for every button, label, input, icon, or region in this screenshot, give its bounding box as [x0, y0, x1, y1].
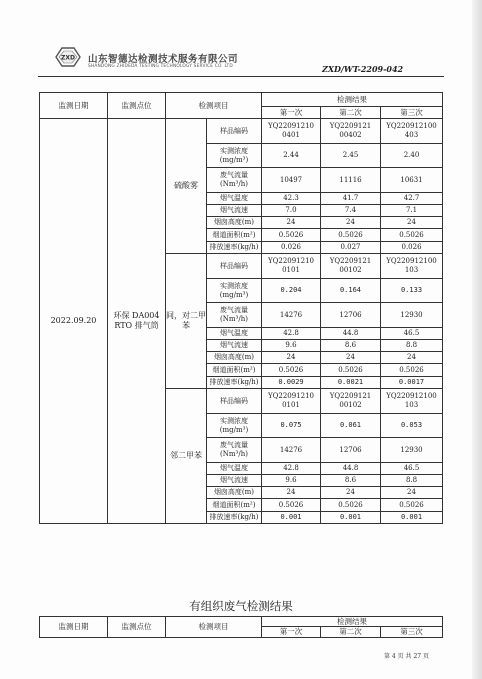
result-value: 2.44 — [262, 144, 321, 168]
result-value: 0.5026 — [321, 229, 381, 242]
result-value: 0.5026 — [381, 364, 443, 377]
result-value: 0.5026 — [321, 364, 381, 377]
result-value: YQ220912100 403 — [381, 119, 443, 144]
document-code: ZXD/WT-2209-042 — [322, 64, 404, 74]
result-value: 8.8 — [381, 475, 443, 487]
result-value: 14276 — [262, 303, 321, 328]
result-value: 0.026 — [381, 242, 443, 254]
pollutant-name: 间，对二甲苯 — [166, 254, 207, 389]
page-edge-shadow — [472, 0, 482, 679]
parameter-label: 实测浓度 (mg/m³) — [207, 279, 262, 303]
header-item: 检测项目 — [166, 617, 262, 638]
result-value: 7.1 — [381, 205, 443, 217]
parameter-label: 废气流量 (Nm³/h) — [207, 168, 262, 193]
result-value: 0.053 — [381, 414, 443, 438]
result-value: 24 — [321, 352, 381, 364]
result-value: 0.001 — [321, 512, 381, 524]
parameter-label: 排放速率(kg/h) — [207, 512, 262, 524]
result-value: 8.6 — [321, 475, 381, 487]
parameter-label: 烟气流速 — [207, 475, 262, 487]
result-value: 24 — [262, 352, 321, 364]
logo-text: ZXD — [61, 54, 75, 62]
header-round-3: 第三次 — [381, 107, 443, 119]
result-value: YQ22091210 0101 — [262, 254, 321, 279]
result-value: 12706 — [321, 303, 381, 328]
parameter-label: 烟气流速 — [207, 340, 262, 352]
monitoring-point: 环保 DA004 RTO 排气筒 — [108, 119, 166, 524]
page-number: 第 4 页 共 27 页 — [384, 653, 429, 660]
header-item: 检测项目 — [166, 93, 262, 119]
result-value: YQ2209121 00102 — [321, 254, 381, 279]
parameter-label: 实测浓度 (mg/m³) — [207, 144, 262, 168]
parameter-label: 排放速率(kg/h) — [207, 242, 262, 254]
result-value: 41.7 — [321, 193, 381, 205]
header-round-2: 第二次 — [321, 107, 381, 119]
result-value: 24 — [321, 487, 381, 499]
result-value: 42.7 — [381, 193, 443, 205]
result-value: 0.0029 — [262, 377, 321, 389]
result-value: 0.001 — [262, 512, 321, 524]
result-value: 0.133 — [381, 279, 443, 303]
result-value: 0.075 — [262, 414, 321, 438]
result-value: 0.0021 — [321, 377, 381, 389]
header-date: 监测日期 — [40, 617, 108, 638]
result-value: 10497 — [262, 168, 321, 193]
parameter-label: 烟气温度 — [207, 463, 262, 475]
result-value: 0.5026 — [321, 499, 381, 512]
parameter-label: 烟道面积(m²) — [207, 499, 262, 512]
result-value: YQ22091210 0101 — [262, 389, 321, 414]
table-row — [40, 119, 443, 144]
result-value: 2.40 — [381, 144, 443, 168]
result-value: 0.5026 — [262, 364, 321, 377]
result-value: 44.8 — [321, 463, 381, 475]
header-date: 监测日期 — [40, 93, 108, 119]
section-title: 有组织废气检测结果 — [189, 599, 293, 613]
parameter-label: 烟气温度 — [207, 193, 262, 205]
parameter-label: 排放速率(kg/h) — [207, 377, 262, 389]
result-value: 24 — [262, 487, 321, 499]
header-point: 监测点位 — [108, 617, 166, 638]
result-value: 24 — [262, 217, 321, 229]
parameter-label: 烟囱高度(m) — [207, 352, 262, 364]
result-value: 11116 — [321, 168, 381, 193]
result-value: 0.026 — [262, 242, 321, 254]
parameter-label: 烟道面积(m²) — [207, 229, 262, 242]
company-name-en: SHANDONG ZHIDEDA TESTING TECHNOLOGY SERVICE CO. LTD — [88, 64, 233, 69]
header-round-1: 第一次 — [262, 627, 321, 637]
result-value: 0.0017 — [381, 377, 443, 389]
result-value: 0.5026 — [381, 499, 443, 512]
header-results: 检测结果 — [262, 617, 443, 627]
pollutant-name: 硫酸雾 — [166, 119, 207, 254]
result-value: 44.8 — [321, 328, 381, 340]
parameter-label: 烟囱高度(m) — [207, 487, 262, 499]
result-value: 7.0 — [262, 205, 321, 217]
result-value: 24 — [321, 217, 381, 229]
results-table — [39, 92, 443, 524]
result-value: 12930 — [381, 438, 443, 463]
result-value: 42.3 — [262, 193, 321, 205]
parameter-label: 样品编码 — [207, 254, 262, 279]
result-value: 8.8 — [381, 340, 443, 352]
result-value: 0.061 — [321, 414, 381, 438]
header-round-3: 第三次 — [381, 627, 443, 637]
result-value: YQ22091210 0401 — [262, 119, 321, 144]
parameter-label: 烟气温度 — [207, 328, 262, 340]
result-value: 0.001 — [381, 512, 443, 524]
result-value: 0.027 — [321, 242, 381, 254]
result-value: 2.45 — [321, 144, 381, 168]
header-round-2: 第二次 — [321, 627, 381, 637]
result-value: 0.204 — [262, 279, 321, 303]
header-results: 检测结果 — [262, 93, 443, 107]
pollutant-name: 邻二甲苯 — [166, 389, 207, 524]
result-value: 12930 — [381, 303, 443, 328]
result-value: 12706 — [321, 438, 381, 463]
result-value: 8.6 — [321, 340, 381, 352]
monitoring-date: 2022.09.20 — [40, 119, 108, 524]
result-value: 42.8 — [262, 328, 321, 340]
result-value: YQ220912100 103 — [381, 254, 443, 279]
result-value: 9.6 — [262, 475, 321, 487]
header-point: 监测点位 — [108, 93, 166, 119]
result-value: 0.164 — [321, 279, 381, 303]
result-value: 9.6 — [262, 340, 321, 352]
result-value: 10631 — [381, 168, 443, 193]
result-value: YQ2209121 00102 — [321, 389, 381, 414]
company-name-cn: 山东智德达检测技术服务有限公司 — [88, 54, 239, 65]
result-value: 24 — [381, 487, 443, 499]
result-value: YQ220912100 103 — [381, 389, 443, 414]
result-value: 24 — [381, 352, 443, 364]
parameter-label: 烟气流速 — [207, 205, 262, 217]
result-value: 0.5026 — [262, 229, 321, 242]
parameter-label: 废气流量 (Nm³/h) — [207, 438, 262, 463]
result-value: 46.5 — [381, 463, 443, 475]
parameter-label: 样品编码 — [207, 389, 262, 414]
parameter-label: 烟囱高度(m) — [207, 217, 262, 229]
result-value: 0.5026 — [381, 229, 443, 242]
result-value: 0.5026 — [262, 499, 321, 512]
header-rule — [38, 76, 444, 77]
parameter-label: 样品编码 — [207, 119, 262, 144]
company-logo-icon — [54, 46, 82, 68]
header-round-1: 第一次 — [262, 107, 321, 119]
result-value: 24 — [381, 217, 443, 229]
parameter-label: 废气流量 (Nm³/h) — [207, 303, 262, 328]
result-value: YQ2209121 00402 — [321, 119, 381, 144]
second-results-table — [39, 616, 443, 638]
result-value: 42.8 — [262, 463, 321, 475]
result-value: 46.5 — [381, 328, 443, 340]
parameter-label: 烟道面积(m²) — [207, 364, 262, 377]
result-value: 14276 — [262, 438, 321, 463]
result-value: 7.4 — [321, 205, 381, 217]
parameter-label: 实测浓度 (mg/m³) — [207, 414, 262, 438]
